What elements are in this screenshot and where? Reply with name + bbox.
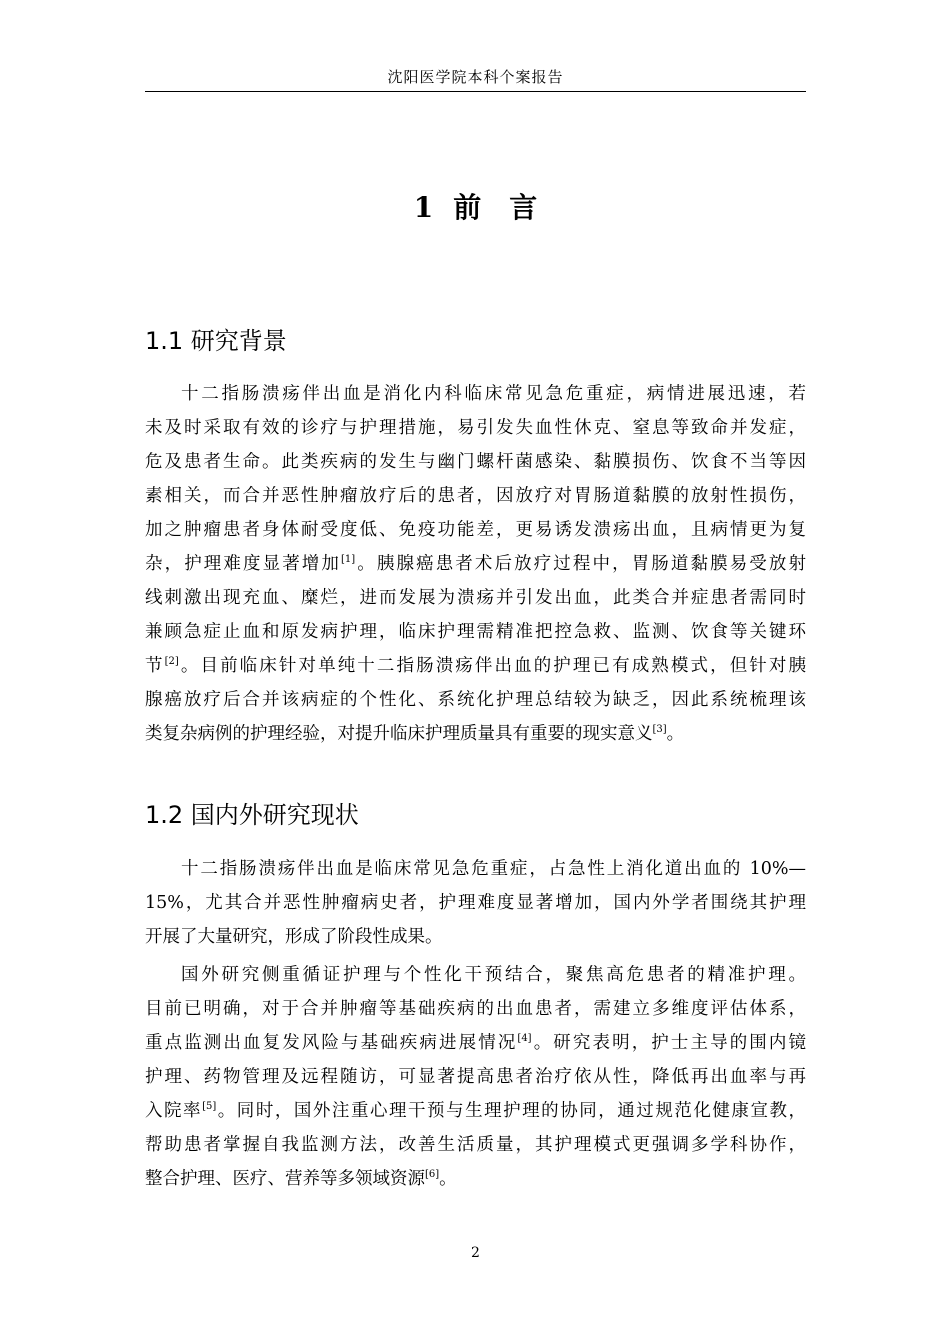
paragraph-status-overview (145, 852, 806, 954)
text-line: 整合护理、医疗、营养等多领域资源[6]。 (145, 1169, 457, 1189)
text-line: 帮助患者掌握自我监测方法，改善生活质量，其护理模式更强调多学科协作， (145, 1135, 806, 1155)
page-number: 2 (471, 1245, 480, 1261)
citation-ref: [4] (517, 1033, 532, 1044)
chapter-title (145, 186, 806, 230)
text-line: 入院率[5]。同时，国外注重心理干预与生理护理的协同，通过规范化健康宣教， (145, 1101, 807, 1121)
text-line: 类复杂病例的护理经验，对提升临床护理质量具有重要的现实意义[3]。 (145, 724, 685, 744)
text-line: 国外研究侧重循证护理与个性化干预结合，聚焦高危患者的精准护理。 (181, 965, 806, 985)
text-line: 十二指肠溃疡伴出血是临床常见急危重症，占急性上消化道出血的 10%— (181, 859, 806, 879)
text-line: 15%，尤其合并恶性肿瘤病史者，护理难度显著增加，国内外学者围绕其护理 (145, 893, 806, 913)
citation-ref: [1] (341, 554, 356, 565)
text-line: 未及时采取有效的诊疗与护理措施，易引发失血性休克、窒息等致命并发症， (145, 418, 806, 438)
text-line: 开展了大量研究，形成了阶段性成果。 (145, 927, 443, 947)
paragraph-foreign-research (145, 958, 806, 1196)
chapter-number: 1 (413, 191, 434, 224)
text-line: 重点监测出血复发风险与基础疾病进展情况[4]。研究表明，护士主导的围内镜 (145, 1033, 807, 1053)
text-line: 目前已明确，对于合并肿瘤等基础疾病的出血患者，需建立多维度评估体系， (145, 999, 806, 1019)
citation-ref: [6] (425, 1169, 440, 1180)
text-line: 危及患者生命。此类疾病的发生与幽门螺杆菌感染、黏膜损伤、饮食不当等因 (145, 452, 806, 472)
text-line: 兼顾急症止血和原发病护理，临床护理需精准把控急救、监测、饮食等关键环 (145, 622, 806, 642)
text-line: 素相关，而合并恶性肿瘤放疗后的患者，因放疗对胃肠道黏膜的放射性损伤， (145, 486, 806, 506)
text-line: 加之肿瘤患者身体耐受度低、免疫功能差，更易诱发溃疡出血，且病情更为复 (145, 520, 806, 540)
text-line: 线刺激出现充血、糜烂，进而发展为溃疡并引发出血，此类合并症患者需同时 (145, 588, 806, 608)
paragraph-research-background (145, 377, 806, 751)
text-line: 腺癌放疗后合并该病症的个性化、系统化护理总结较为缺乏，因此系统梳理该 (145, 690, 806, 710)
text-line: 节[2]。目前临床针对单纯十二指肠溃疡伴出血的护理已有成熟模式，但针对胰 (145, 656, 807, 676)
section-heading-1-1: 1.1 研究背景 (145, 327, 287, 355)
section-heading-1-2: 1.2 国内外研究现状 (145, 801, 359, 829)
citation-ref: [2] (164, 656, 179, 667)
citation-ref: [3] (652, 724, 667, 735)
text-line: 十二指肠溃疡伴出血是消化内科临床常见急危重症，病情进展迅速，若 (181, 384, 806, 404)
chapter-title-text: 前 言 (453, 191, 538, 224)
text-line: 杂，护理难度显著增加[1]。胰腺癌患者术后放疗过程中，胃肠道黏膜易受放射 (145, 554, 807, 574)
text-line: 护理、药物管理及远程随访，可显著提高患者治疗依从性，降低再出血率与再 (145, 1067, 806, 1087)
page-header: 沈阳医学院本科个案报告 (145, 63, 806, 92)
citation-ref: [5] (202, 1101, 217, 1112)
